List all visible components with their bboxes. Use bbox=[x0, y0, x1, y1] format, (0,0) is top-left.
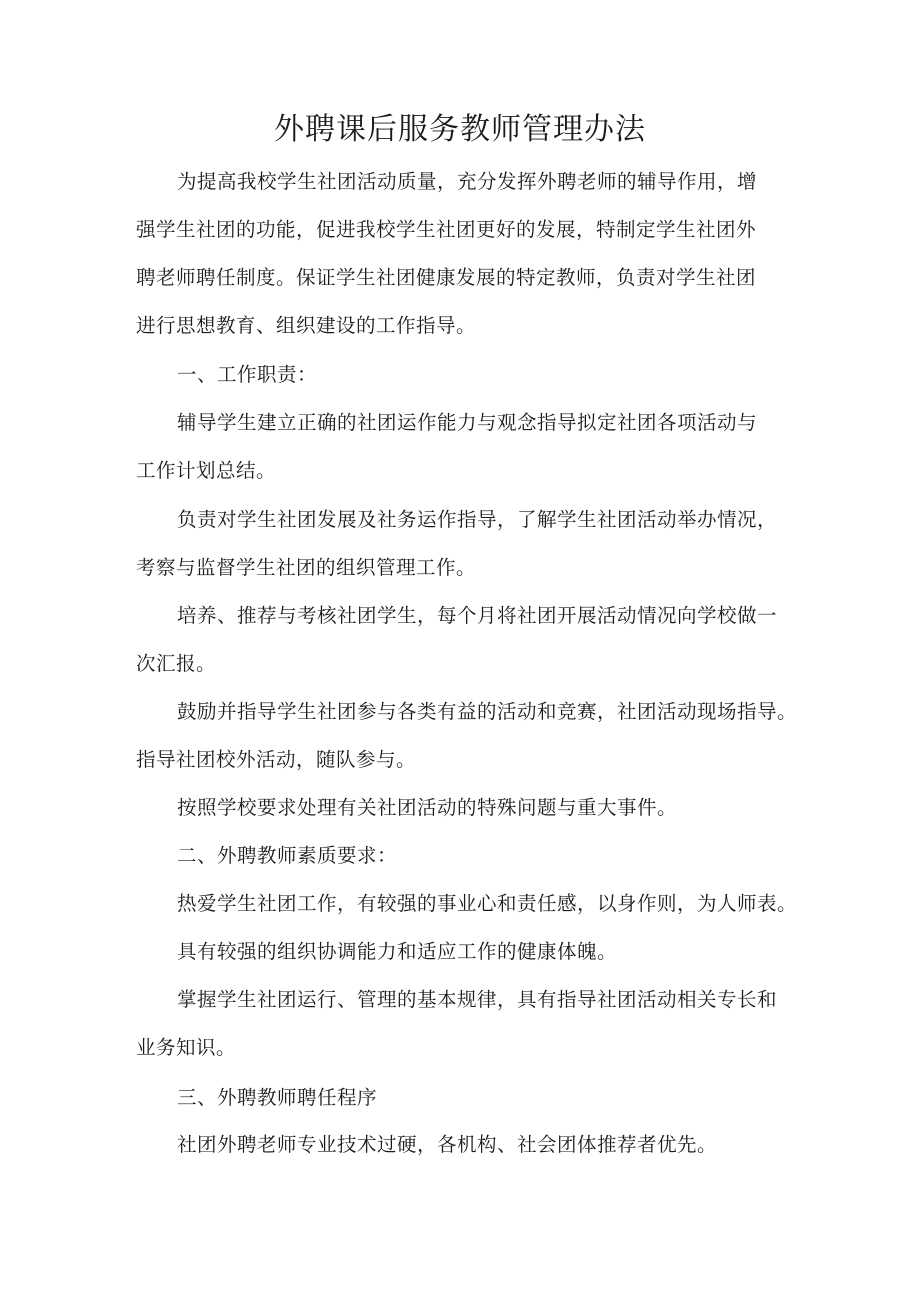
paragraph-line: 社团外聘老师专业技术过硬，各机构、社会团体推荐者优先。 bbox=[177, 1133, 718, 1156]
paragraph-line: 培养、推荐与考核社团学生，每个月将社团开展活动情况向学校做一 bbox=[177, 604, 778, 627]
section-heading: 三、外聘教师聘任程序 bbox=[177, 1086, 378, 1109]
paragraph-line: 考察与监督学生社团的组织管理工作。 bbox=[136, 556, 477, 579]
paragraph-line: 为提高我校学生社团活动质量，充分发挥外聘老师的辅导作用，增 bbox=[177, 170, 758, 193]
section-heading: 二、外聘教师素质要求： bbox=[177, 844, 398, 867]
paragraph-line: 热爱学生社团工作，有较强的事业心和责任感，以身作则，为人师表。 bbox=[177, 892, 798, 915]
section-heading: 一、工作职责： bbox=[177, 363, 318, 386]
paragraph-line: 进行思想教育、组织建设的工作指导。 bbox=[136, 314, 477, 337]
paragraph-line: 业务知识。 bbox=[136, 1036, 237, 1059]
paragraph-line: 具有较强的组织协调能力和适应工作的健康体魄。 bbox=[177, 940, 618, 963]
paragraph-line: 工作计划总结。 bbox=[136, 459, 277, 482]
paragraph-line: 掌握学生社团运行、管理的基本规律，具有指导社团活动相关专长和 bbox=[177, 988, 778, 1011]
document-title: 外聘课后服务教师管理办法 bbox=[274, 112, 646, 147]
paragraph-line: 鼓励并指导学生社团参与各类有益的活动和竞赛，社团活动现场指导。 bbox=[177, 700, 798, 723]
paragraph-line: 按照学校要求处理有关社团活动的特殊问题与重大事件。 bbox=[177, 796, 678, 819]
paragraph-line: 强学生社团的功能，促进我校学生社团更好的发展，特制定学生社团外 bbox=[136, 218, 757, 241]
paragraph-line: 聘老师聘任制度。保证学生社团健康发展的特定教师，负责对学生社团 bbox=[136, 266, 757, 289]
paragraph-line: 负责对学生社团发展及社务运作指导，了解学生社团活动举办情况， bbox=[177, 508, 778, 531]
paragraph-line: 辅导学生建立正确的社团运作能力与观念指导拟定社团各项活动与 bbox=[177, 411, 758, 434]
paragraph-line: 指导社团校外活动，随队参与。 bbox=[136, 748, 417, 771]
paragraph-line: 次汇报。 bbox=[136, 652, 217, 675]
